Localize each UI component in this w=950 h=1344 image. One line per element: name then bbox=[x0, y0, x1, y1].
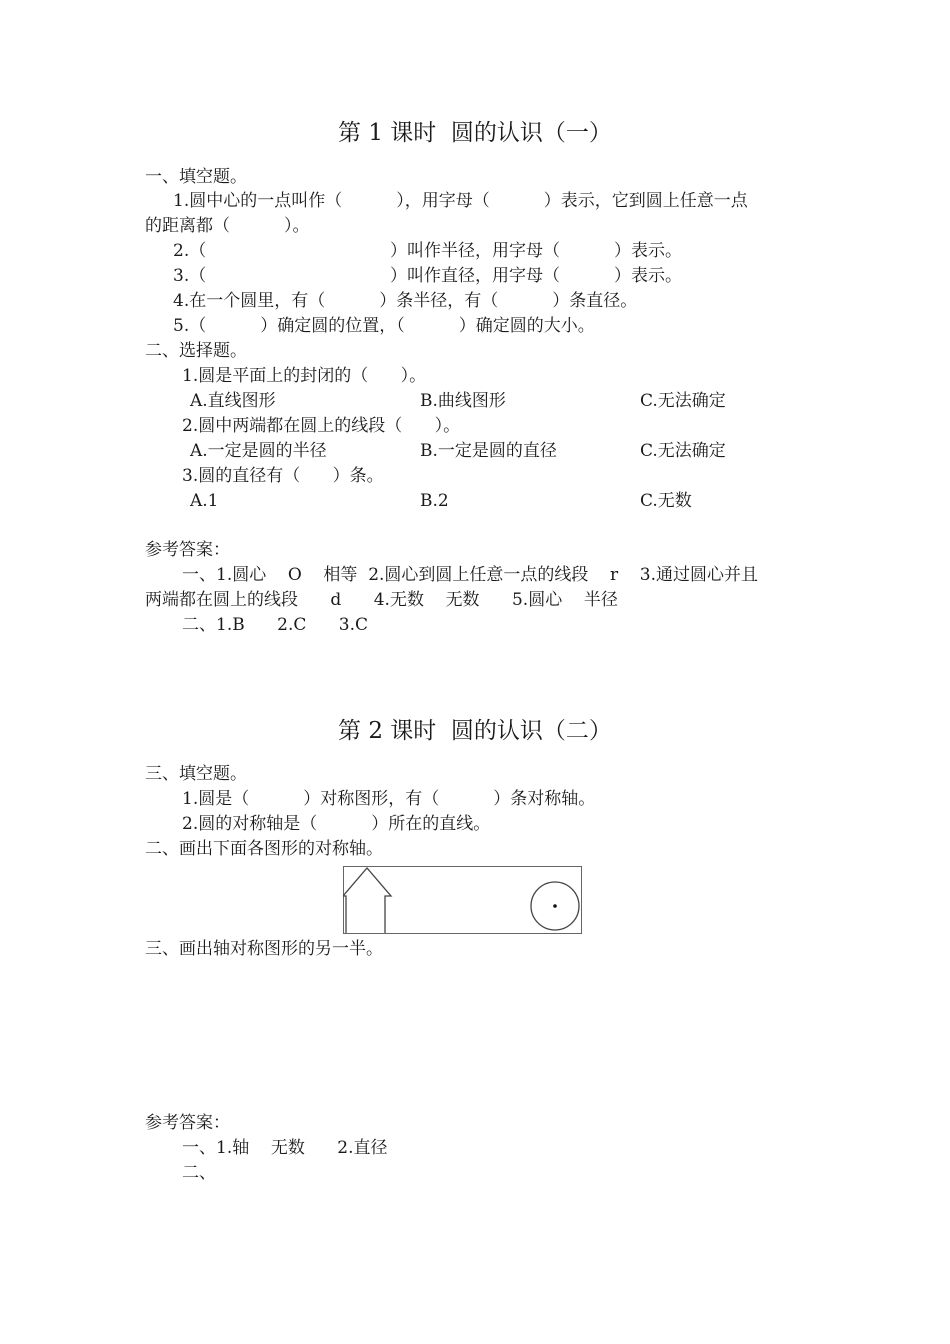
question-1-line-b: 的距离都（ ）。 bbox=[145, 216, 310, 236]
choice-2-option-a: A.一定是圆的半径 bbox=[190, 441, 327, 461]
choice-1-option-b: B.曲线图形 bbox=[420, 391, 506, 411]
choice-question-2: 2.圆中两端都在圆上的线段（ ）。 bbox=[182, 416, 461, 436]
circle-center-dot bbox=[553, 904, 557, 908]
choice-3-option-a: A.1 bbox=[190, 491, 219, 511]
question-4: 4.在一个圆里，有（ ）条半径，有（ ）条直径。 bbox=[173, 291, 638, 311]
draw-half-heading: 三、画出轴对称图形的另一半。 bbox=[145, 939, 383, 959]
question-3: 3.（ ）叫作直径，用字母（ ）表示。 bbox=[173, 266, 682, 286]
lesson2-title: 第 2 课时 圆的认识（二） bbox=[338, 718, 612, 744]
choice-1-option-a: A.直线图形 bbox=[190, 391, 276, 411]
answer-part2: 二、1.B 2.C 3.C bbox=[182, 615, 369, 635]
lesson1-title: 第 1 课时 圆的认识（一） bbox=[338, 120, 612, 146]
symmetry-figures bbox=[343, 866, 582, 934]
lesson2-answer-heading: 参考答案： bbox=[145, 1113, 230, 1133]
choice-2-option-b: B.一定是圆的直径 bbox=[420, 441, 557, 461]
lesson2-question-1: 1.圆是（ ）对称图形，有（ ）条对称轴。 bbox=[182, 789, 596, 809]
lesson2-fill-blank-heading: 三、填空题。 bbox=[145, 764, 247, 784]
choice-2-option-c: C.无法确定 bbox=[640, 441, 726, 461]
choice-question-1: 1.圆是平面上的封闭的（ ）。 bbox=[182, 366, 427, 386]
draw-axis-heading: 二、画出下面各图形的对称轴。 bbox=[145, 839, 383, 859]
question-2: 2.（ ）叫作半径，用字母（ ）表示。 bbox=[173, 241, 682, 261]
section-fill-blank-heading: 一、填空题。 bbox=[145, 167, 247, 187]
choice-3-option-c: C.无数 bbox=[640, 491, 692, 511]
choice-question-3: 3.圆的直径有（ ）条。 bbox=[182, 466, 384, 486]
figure-frame bbox=[344, 867, 582, 934]
lesson2-question-2: 2.圆的对称轴是（ ）所在的直线。 bbox=[182, 814, 491, 834]
choice-3-option-b: B.2 bbox=[420, 491, 449, 511]
choice-1-option-c: C.无法确定 bbox=[640, 391, 726, 411]
lesson2-answer-part1: 一、1.轴 无数 2.直径 bbox=[182, 1138, 388, 1158]
answer-part1-line-b: 两端都在圆上的线段 d 4.无数 无数 5.圆心 半径 bbox=[145, 590, 618, 610]
question-5: 5.（ ）确定圆的位置，（ ）确定圆的大小。 bbox=[173, 316, 595, 336]
question-1-line-a: 1.圆中心的一点叫作（ ），用字母（ ）表示，它到圆上任意一点 bbox=[173, 191, 748, 211]
answer-part1-line-a: 一、1.圆心 O 相等 2.圆心到圆上任意一点的线段 r 3.通过圆心并且 bbox=[182, 565, 758, 585]
section-choice-heading: 二、选择题。 bbox=[145, 341, 247, 361]
arrow-shape bbox=[343, 868, 391, 933]
answer-key-heading: 参考答案： bbox=[145, 540, 230, 560]
lesson2-answer-part2: 二、 bbox=[182, 1163, 216, 1183]
